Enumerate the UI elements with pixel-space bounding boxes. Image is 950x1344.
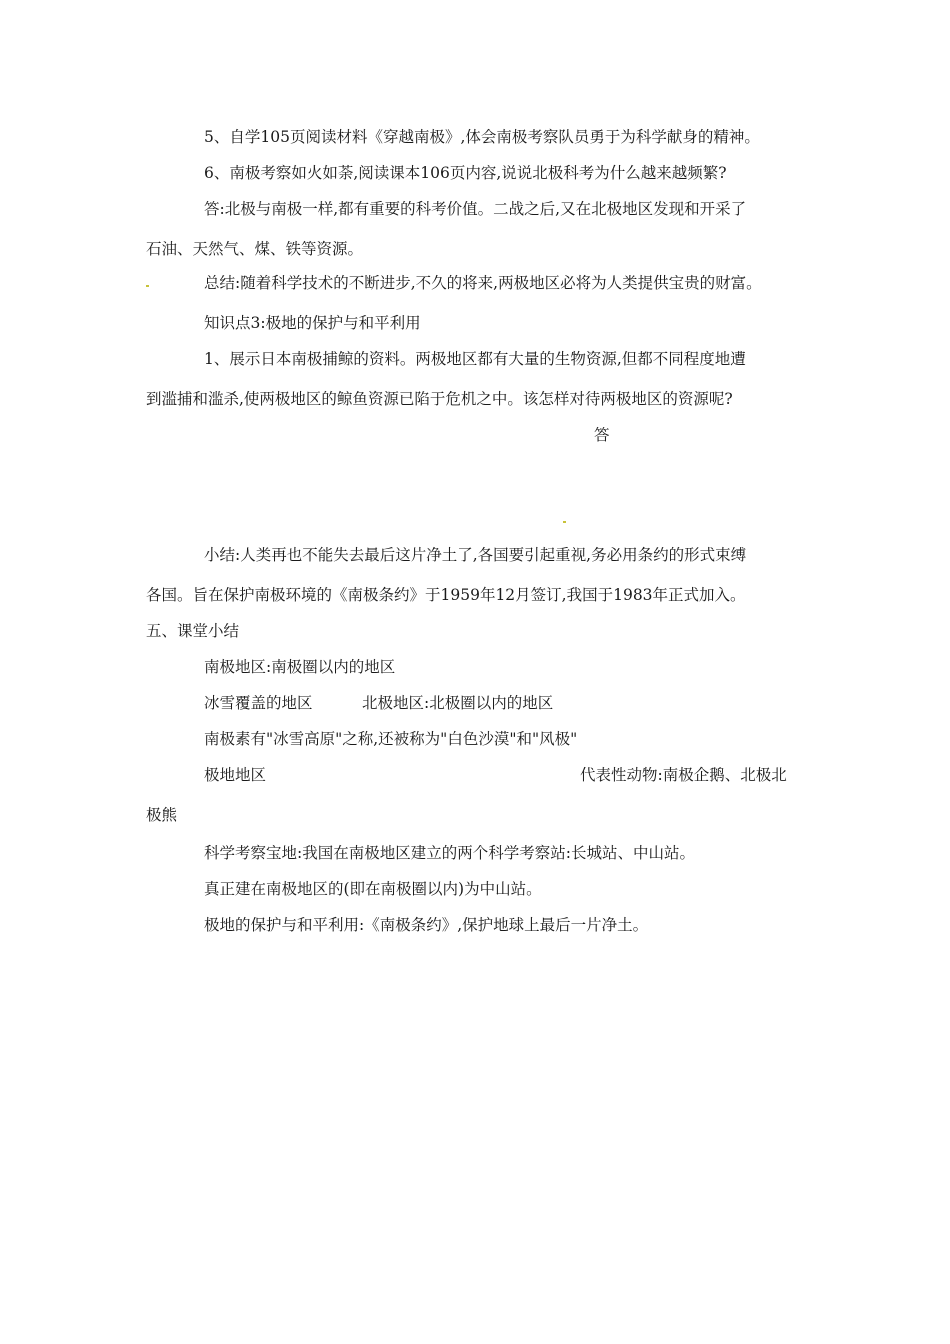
summary-zhongshan-station: 真正建在南极地区的(即在南极圈以内)为中山站。	[204, 880, 542, 898]
answer-line-2: 石油、天然气、煤、铁等资源。	[146, 240, 364, 258]
summary-ice-covered: 冰雪覆盖的地区	[204, 694, 313, 712]
summary-antarctic-region: 南极地区:南极圈以内的地区	[204, 658, 396, 676]
section-5-heading: 五、课堂小结	[146, 622, 240, 640]
answer-label: 答	[594, 426, 610, 444]
question-1-line-1: 1、展示日本南极捕鲸的资料。两极地区都有大量的生物资源,但都不同程度地遭	[204, 350, 746, 368]
summary-research-stations: 科学考察宝地:我国在南极地区建立的两个科学考察站:长城站、中山站。	[204, 844, 695, 862]
conclusion-line-2: 各国。旨在保护南极环境的《南极条约》于1959年12月签订,我国于1983年正式加入。	[146, 586, 746, 604]
answer-line-1: 答:北极与南极一样,都有重要的科考价值。二战之后,又在北极地区发现和开采了	[204, 200, 747, 218]
summary-polar-regions: 极地地区	[204, 766, 267, 784]
conclusion-line-1: 小结:人类再也不能失去最后这片净土了,各国要引起重视,务必用条约的形式束缚	[204, 546, 747, 564]
question-1-line-2: 到滥捕和滥杀,使两极地区的鲸鱼资源已陷于危机之中。该怎样对待两极地区的资源呢?	[146, 390, 733, 408]
summary-line: 总结:随着科学技术的不断进步,不久的将来,两极地区必将为人类提供宝贵的财富。	[204, 274, 762, 292]
summary-arctic-region: 北极地区:北极圈以内的地区	[362, 694, 554, 712]
summary-representative-animals: 代表性动物:南极企鹅、北极北	[580, 766, 787, 784]
speck-mark	[146, 285, 149, 287]
summary-protection: 极地的保护与和平利用:《南极条约》,保护地球上最后一片净土。	[204, 916, 649, 934]
paragraph-item-6: 6、南极考察如火如荼,阅读课本106页内容,说说北极科考为什么越来越频繁?	[204, 164, 727, 182]
summary-antarctic-names: 南极素有"冰雪高原"之称,还被称为"白色沙漠"和"风极"	[204, 730, 578, 748]
knowledge-point-3-heading: 知识点3:极地的保护与和平利用	[204, 314, 421, 332]
paragraph-item-5: 5、自学105页阅读材料《穿越南极》,体会南极考察队员勇于为科学献身的精神。	[204, 128, 760, 146]
summary-animals-continued: 极熊	[146, 806, 178, 824]
speck-mark	[563, 521, 566, 523]
